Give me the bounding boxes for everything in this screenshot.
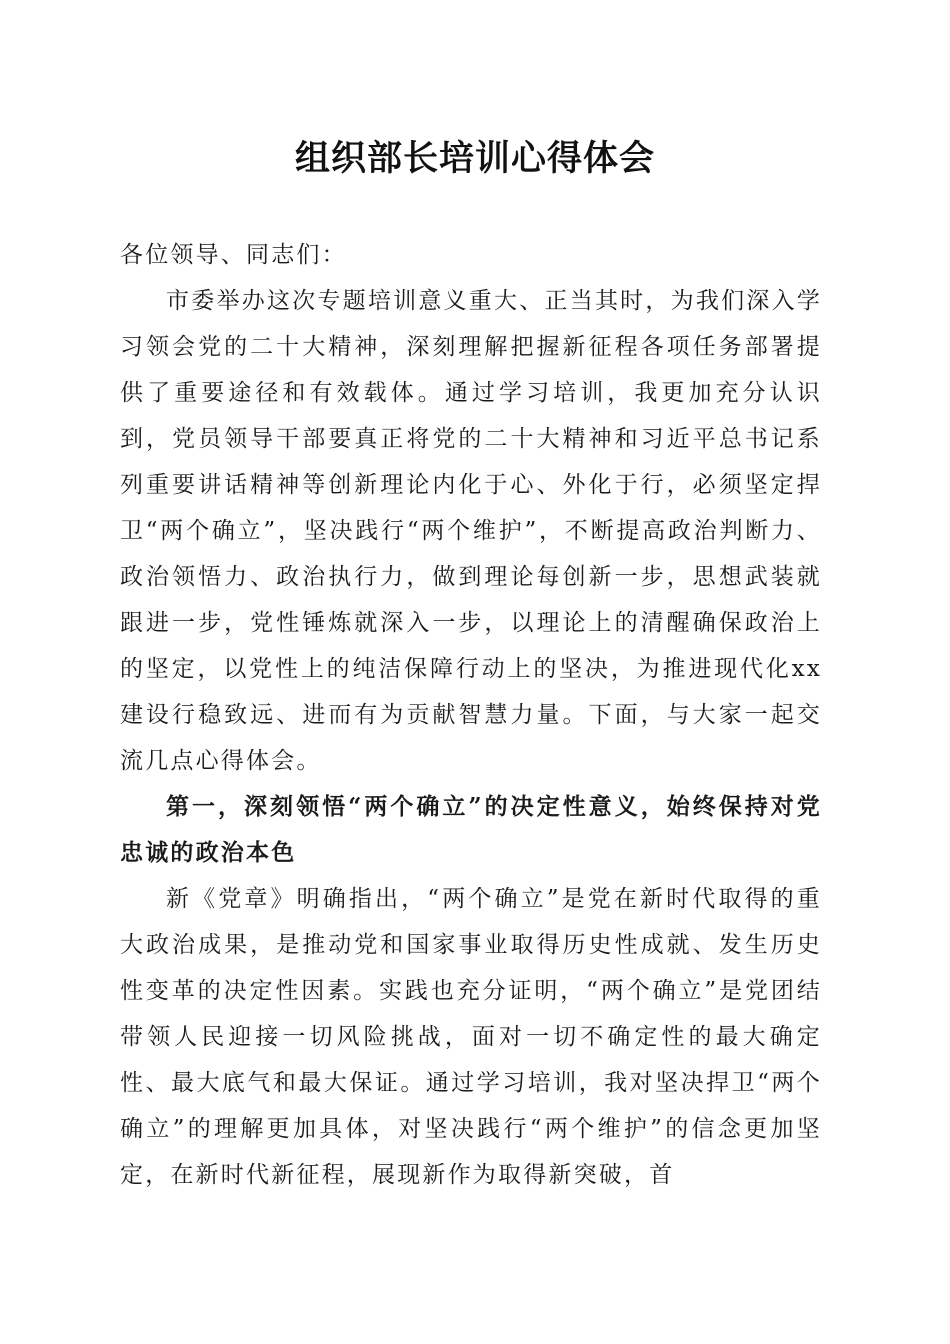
salutation: 各位领导、同志们： (120, 242, 347, 268)
document-title: 组织部长培训心得体会 (294, 138, 655, 179)
section-heading-1: 第一，深刻领悟“两个确立”的决定性意义，始终保持对党忠诚的政治本色 (120, 793, 822, 866)
paragraph-intro: 市委举办这次专题培训意义重大、正当其时，为我们深入学习领会党的二十大精神，深刻理解把握新征程各项任务部署提供了重要途径和有效载体。通过学习培训，我更加充分认识到，党员领导干部要真正将党的二十大精神和习近平总书记系列重要讲话精神等创新理论内化于心、外化于行，必须坚定捍卫“两个确立”，坚决践行“两个维护”，不断提高政治判断力、政治领悟力、政治执行力，做到理论每创新一步，思想武装就跟进一步，党性锤炼就深入一步，以理论上的清醒确保政治上的坚定，以党性上的纯洁保障行动上的坚决，为推进现代化xx建设行稳致远、进而有为贡献智慧力量。下面，与大家一起交流几点心得体会。 (120, 288, 822, 774)
document-body (120, 232, 822, 1198)
paragraph-section-1: 新《党章》明确指出，“两个确立”是党在新时代取得的重大政治成果，是推动党和国家事业取得历史性成就、发生历史性变革的决定性因素。实践也充分证明，“两个确立”是党团结带领人民迎接一切风险挑战，面对一切不确定性的最大确定性、最大底气和最大保证。通过学习培训，我对坚决捍卫“两个确立”的理解更加具体，对坚决践行“两个维护”的信念更加坚定，在新时代新征程，展现新作为取得新突破，首 (120, 886, 822, 1188)
